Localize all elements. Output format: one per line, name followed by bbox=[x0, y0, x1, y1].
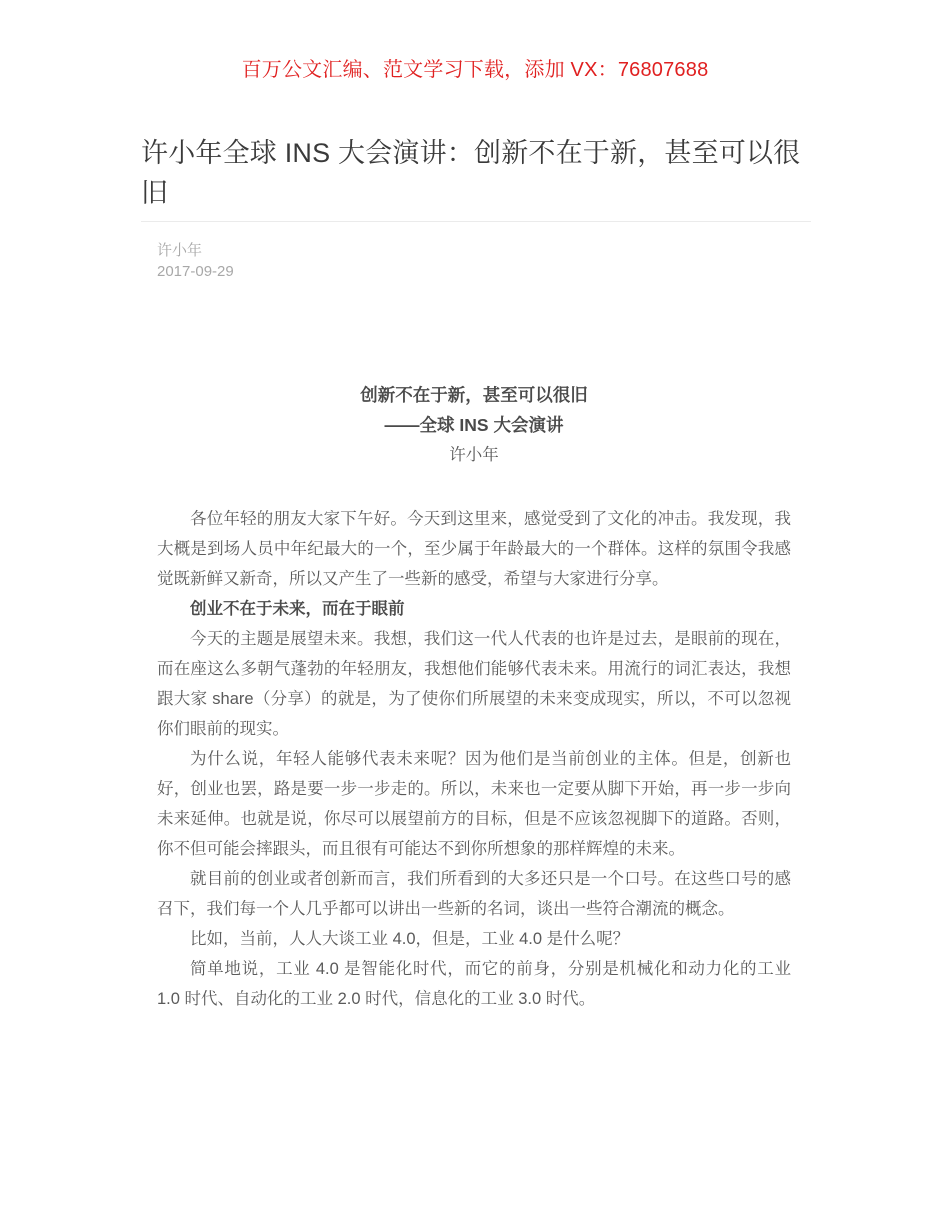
body-paragraph: 简单地说，工业 4.0 是智能化时代，而它的前身，分别是机械化和动力化的工业 1.0 时代、自动化的工业 2.0 时代，信息化的工业 3.0 时代。 bbox=[157, 960, 791, 1008]
body-paragraph: 今天的主题是展望未来。我想，我们这一代人代表的也许是过去，是眼前的现在，而在座这么多朝气蓬勃的年轻朋友，我想他们能够代表未来。用流行的词汇表达，我想跟大家 share（分享）的就是，为了使你们所展望的未来变成现实，所以，不可以忽视你们眼前的现实。 bbox=[157, 630, 791, 738]
content-byline: 许小年 bbox=[449, 446, 499, 464]
promo-banner: 百万公文汇编、范文学习下载，添加 VX：76807688 bbox=[241, 59, 709, 81]
body-paragraph: 比如，当前，人人大谈工业 4.0，但是，工业 4.0 是什么呢？ bbox=[190, 930, 630, 948]
document-body bbox=[157, 380, 791, 1014]
body-paragraph: 各位年轻的朋友大家下午好。今天到这里来，感觉受到了文化的冲击。我发现，我大概是到场人员中年纪最大的一个，至少属于年龄最大的一个群体。这样的氛围令我感觉既新鲜又新奇，所以又产生了一些新的感受，希望与大家进行分享。 bbox=[157, 510, 791, 588]
article-header bbox=[141, 133, 811, 213]
article-author: 许小年 bbox=[157, 242, 203, 259]
page-title: 许小年全球 INS 大会演讲：创新不在于新，甚至可以很旧 bbox=[141, 138, 801, 208]
content-heading-line-2: ——全球 INS 大会演讲 bbox=[384, 415, 564, 435]
article-meta bbox=[157, 240, 234, 282]
content-heading-line-1: 创新不在于新，甚至可以很旧 bbox=[360, 385, 588, 405]
header-divider bbox=[141, 221, 811, 222]
body-subheading: 创业不在于未来，而在于眼前 bbox=[190, 600, 405, 618]
body-paragraph: 就目前的创业或者创新而言，我们所看到的大多还只是一个口号。在这些口号的感召下，我们每一个人几乎都可以讲出一些新的名词，谈出一些符合潮流的概念。 bbox=[157, 870, 791, 918]
article-date: 2017-09-29 bbox=[157, 263, 234, 280]
body-paragraph: 为什么说，年轻人能够代表未来呢？因为他们是当前创业的主体。但是，创新也好，创业也罢，路是要一步一步走的。所以，未来也一定要从脚下开始，再一步一步向未来延伸。也就是说，你尽可以展望前方的目标，但是不应该忽视脚下的道路。否则，你不但可能会摔跟头，而且很有可能达不到你所想象的那样辉煌的未来。 bbox=[157, 750, 791, 858]
